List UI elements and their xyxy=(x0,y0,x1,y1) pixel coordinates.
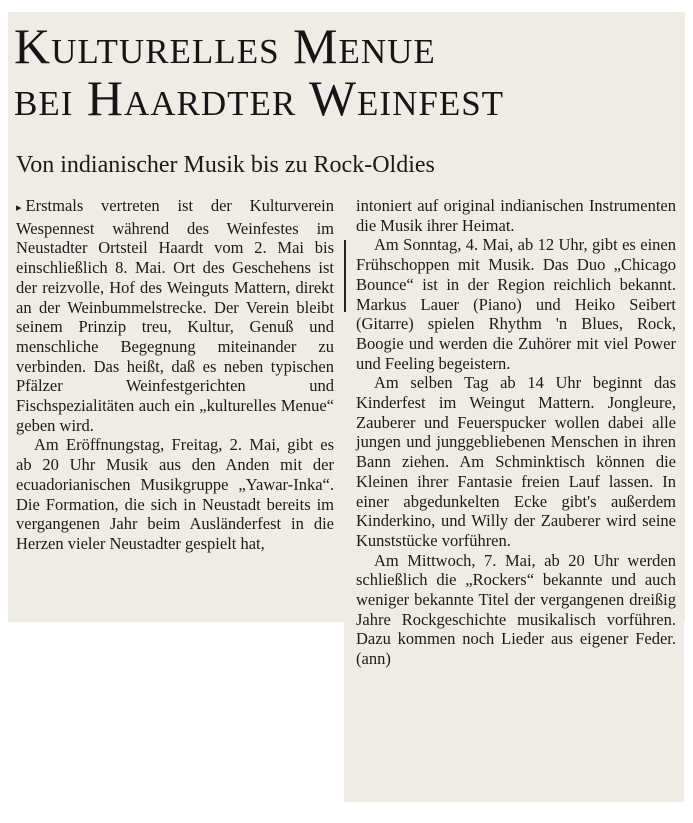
headline-line-1: Kulturelles Menue xyxy=(14,18,436,74)
paragraph: Am selben Tag ab 14 Uhr beginnt das Kinderfest im Weingut Mattern. Jongleure, Zauberer und Feuerspucker wollen dabei alle jungen und junggebliebenen Menschen in ihren Bann ziehen. Am Schminktisch können die Kleinen ihrer Fantasie freien Lauf lassen. In einer abgedunkelten Ecke gibt's außerdem Kinderkino, und Willy der Zauberer wird seine Kunststücke vorführen. xyxy=(356,373,676,550)
paragraph-text: Erstmals vertreten ist der Kulturverein Wespennest während des Weinfestes im Neustadter Ortsteil Haardt vom 2. Mai bis einschließlich 8. Mai. Ort des Geschehens ist der reizvolle, Hof des Weinguts Mattern, direkt an der Weinbummelstrecke. Der Verein bleibt seinem Prinzip treu, Kultur, Genuß und menschliche Begegnung miteinander zu verbinden. Das heißt, daß es neben typischen Pfälzer Weinfestgerichten und Fischspezialitäten auch ein „kulturelles Menue“ geben wird. xyxy=(16,196,334,435)
bullet-marker-icon: ▸ xyxy=(16,202,22,214)
paragraph: Am Mittwoch, 7. Mai, ab 20 Uhr werden schließlich die „Rockers“ bekannte und auch weniger bekannte Titel der vergangenen dreißig Jahre Rockgeschichte musikalisch vorführen. Dazu kommen noch Lieder aus eigener Feder. (ann) xyxy=(356,550,676,669)
column-left xyxy=(16,196,334,554)
subheadline: Von indianischer Musik bis zu Rock-Oldies xyxy=(16,152,435,178)
paragraph xyxy=(16,196,334,435)
headline xyxy=(14,20,684,124)
column-right xyxy=(356,196,676,669)
headline-line-2: bei Haardter Weinfest xyxy=(14,70,505,126)
column-rule xyxy=(344,240,346,312)
paragraph: Am Eröffnungstag, Freitag, 2. Mai, gibt es ab 20 Uhr Musik aus den Anden mit der ecuadorianischen Musikgruppe „Yawar-Inka“. Die Formation, die sich in Neustadt bereits im vergangenen Jahr beim Ausländerfest in die Herzen vieler Neustadter gespielt hat, xyxy=(16,435,334,553)
paragraph: intoniert auf original indianischen Instrumenten die Musik ihrer Heimat. xyxy=(356,196,676,235)
paragraph: Am Sonntag, 4. Mai, ab 12 Uhr, gibt es einen Frühschoppen mit Musik. Das Duo „Chicago Bounce“ ist in der Region reichlich bekannt. Markus Lauer (Piano) und Heiko Seibert (Gitarre) spielen Rhythm 'n Blues, Rock, Boogie und werden die Zuhörer mit viel Power und Feeling begeistern. xyxy=(356,235,676,373)
